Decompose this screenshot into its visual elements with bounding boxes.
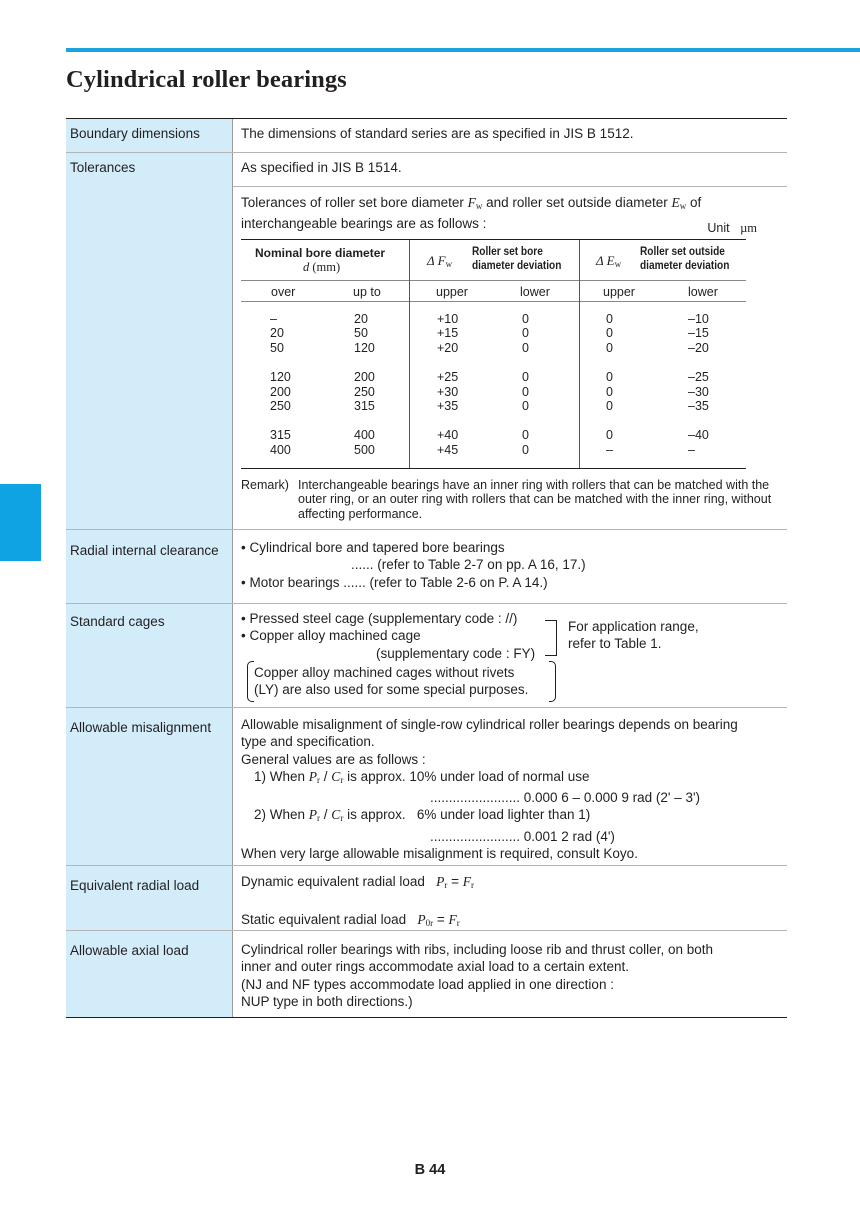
axial-line: Cylindrical roller bearings with ribs, including loose rib and thrust coller, on both [241, 942, 713, 957]
fr-subscript: r [456, 918, 460, 929]
fr-subscript: r [471, 880, 475, 890]
subheader-up-to: up to [353, 284, 381, 299]
header-nominal-bore: Nominal bore diameter [255, 245, 386, 260]
row-label: Allowable misalignment [66, 708, 233, 865]
tolerance-detail [233, 186, 787, 527]
fr-symbol: F [462, 874, 472, 889]
misalignment-line: General values are as follows : [241, 751, 426, 767]
pr-subscript: r [317, 813, 321, 824]
d-symbol: d [303, 259, 310, 274]
unit-value: µm [740, 221, 757, 235]
cr-subscript: r [340, 774, 344, 785]
tolerance-remark [241, 478, 779, 522]
row-content [233, 530, 787, 603]
pr-symbol: P [308, 768, 318, 784]
header-d-mm [303, 259, 340, 276]
subheader-lower: lower [520, 284, 550, 299]
slash: / [320, 768, 332, 784]
row-content [233, 931, 787, 1017]
ew-subscript: w [679, 201, 687, 211]
case-text: is approx. 10% under load of normal use [343, 768, 590, 784]
row-content [233, 604, 787, 707]
unit-text: Unit [707, 221, 730, 235]
column-ew-upper-values: 0 0 0 0 0 0 0 – [606, 311, 613, 457]
pr-subscript: r [317, 774, 321, 785]
note-line: For application range, [568, 619, 699, 634]
row-label: Standard cages [66, 604, 233, 707]
cr-subscript: r [340, 813, 344, 824]
pr-symbol: P [308, 807, 318, 823]
cage-line: (supplementary code : FY) [376, 645, 536, 661]
fw-subscript: w [475, 201, 483, 211]
section-side-tab [0, 484, 41, 561]
axial-line: (NJ and NF types accommodate load applied in one direction : [241, 976, 614, 992]
axial-line: inner and outer rings accommodate axial load to a certain extent. [241, 959, 629, 975]
subheader-upper: upper [603, 284, 635, 299]
misalignment-line: type and specification. [241, 734, 375, 750]
row-content: The dimensions of standard series are as specified in JIS B 1512. [241, 126, 634, 141]
header-delta-ew [596, 252, 621, 273]
tolerance-intro [241, 194, 779, 233]
paren-line: (LY) are also used for some special purposes. [254, 682, 529, 698]
equals: = [447, 874, 463, 889]
page-title: Cylindrical roller bearings [66, 66, 347, 93]
misalignment-case-1-value: ........................ 0.000 6 – 0.000 9 rad (2' – 3') [430, 790, 701, 806]
remark-label: Remark) [241, 477, 289, 492]
row-equivalent-radial-load [66, 866, 787, 931]
misalignment-case-2-value: ........................ 0.001 2 rad (4') [430, 828, 615, 844]
column-fw-upper-values: +10 +15 +20 +25 +30 +35 +40 +45 [437, 311, 459, 457]
top-accent-bar [66, 48, 860, 52]
mm-unit: (mm) [312, 259, 341, 274]
header-delta-fw [427, 252, 452, 273]
header-ew-description [640, 245, 729, 273]
intro-text: Tolerances of roller set bore diameter [241, 195, 468, 210]
delta-fw-subscript: w [445, 258, 453, 269]
cr-symbol: C [331, 768, 341, 784]
dynamic-label: Dynamic equivalent radial load [241, 874, 425, 889]
subheader-over: over [271, 284, 296, 299]
delta-ew-symbol: Δ E [596, 252, 615, 268]
case-text: is approx. 6% under load lighter than 1) [343, 807, 591, 823]
slash: / [320, 807, 332, 823]
misalignment-line: When very large allowable misalignment is required, consult Koyo. [241, 846, 638, 862]
column-upto-values: 20 50 120 200 250 315 400 500 [354, 311, 375, 457]
row-content [233, 153, 787, 529]
intro-text: of [686, 195, 702, 210]
column-fw-lower-values: 0 0 0 0 0 0 0 0 [522, 311, 529, 457]
cage-application-note [568, 618, 699, 652]
radial-line: ...... (refer to Table 2-7 on pp. A 16, 17.) [351, 557, 586, 573]
misalignment-case-2 [241, 806, 779, 827]
row-content [233, 708, 787, 865]
paren-left [247, 661, 254, 702]
equals: = [433, 912, 449, 928]
column-ew-lower-values: –10 –15 –20 –25 –30 –35 –40 – [688, 311, 709, 457]
ew-desc-line: Roller set outside [640, 245, 725, 258]
case-text: 2) When [254, 807, 309, 823]
tolerance-table [241, 239, 746, 469]
cage-line: • Copper alloy machined cage [241, 628, 421, 644]
column-divider [579, 240, 580, 468]
row-tolerances [66, 153, 787, 530]
column-over-values: – 20 50 120 200 250 315 400 [270, 311, 291, 457]
row-label: Allowable axial load [66, 931, 233, 1017]
fw-desc-line: Roller set bore [472, 245, 543, 258]
row-standard-cages [66, 604, 787, 708]
row-label: Tolerances [66, 153, 233, 529]
ew-desc-line: diameter deviation [640, 259, 730, 272]
row-label: Radial internal clearance [66, 530, 233, 603]
p0r-subscript: 0r [425, 918, 434, 929]
pr-symbol: P [436, 874, 445, 889]
fw-desc-line: diameter deviation [472, 259, 562, 272]
radial-line: • Motor bearings ...... (refer to Table 2-6 on P. A 14.) [241, 574, 548, 590]
paren-line: Copper alloy machined cages without rivets [254, 664, 515, 680]
delta-ew-subscript: w [614, 258, 622, 269]
subheader-lower: lower [688, 284, 718, 299]
p0r-symbol: P [417, 912, 426, 928]
row-allowable-axial-load [66, 931, 787, 1017]
row-allowable-misalignment [66, 708, 787, 866]
note-line: refer to Table 1. [568, 636, 662, 651]
tolerance-standard: As specified in JIS B 1514. [241, 160, 402, 175]
intro-text: and roller set outside diameter [482, 195, 672, 210]
spec-table [66, 118, 787, 1018]
page-number: B 44 [414, 1162, 446, 1178]
cage-bracket [545, 620, 557, 656]
static-label: Static equivalent radial load [241, 912, 407, 928]
tolerance-table-subheader [241, 281, 746, 302]
cr-symbol: C [331, 807, 341, 823]
unit-label [707, 220, 757, 237]
static-load [241, 911, 779, 932]
delta-fw-symbol: Δ F [427, 252, 446, 268]
dynamic-load [241, 873, 779, 894]
row-label: Boundary dimensions [66, 119, 233, 152]
remark-text: Interchangeable bearings have an inner ring with rollers that can be matched with the outer ring, or an outer ring with rollers that can be matched with the inner ring, without affecting performance. [298, 477, 772, 521]
misalignment-case-1 [241, 768, 779, 789]
case-text: 1) When [254, 768, 309, 784]
paren-right [549, 661, 556, 702]
row-boundary-dimensions [66, 119, 787, 153]
ew-symbol: E [671, 195, 680, 210]
fw-symbol: F [467, 195, 476, 210]
row-content [233, 866, 787, 930]
row-label: Equivalent radial load [66, 866, 233, 930]
row-radial-internal-clearance [66, 530, 787, 604]
cage-paren-note [241, 664, 554, 699]
fr-symbol: F [448, 912, 457, 928]
subheader-upper: upper [436, 284, 468, 299]
misalignment-line: Allowable misalignment of single-row cylindrical roller bearings depends on bearing [241, 717, 738, 732]
column-divider [409, 240, 410, 468]
cage-line: • Pressed steel cage (supplementary code : //) [241, 611, 518, 626]
header-fw-description [472, 245, 561, 273]
radial-line: • Cylindrical bore and tapered bore bearings [241, 540, 505, 555]
intro-text: interchangeable bearings are as follows : [241, 216, 487, 232]
axial-line: NUP type in both directions.) [241, 993, 413, 1009]
pr-subscript: r [444, 880, 448, 890]
